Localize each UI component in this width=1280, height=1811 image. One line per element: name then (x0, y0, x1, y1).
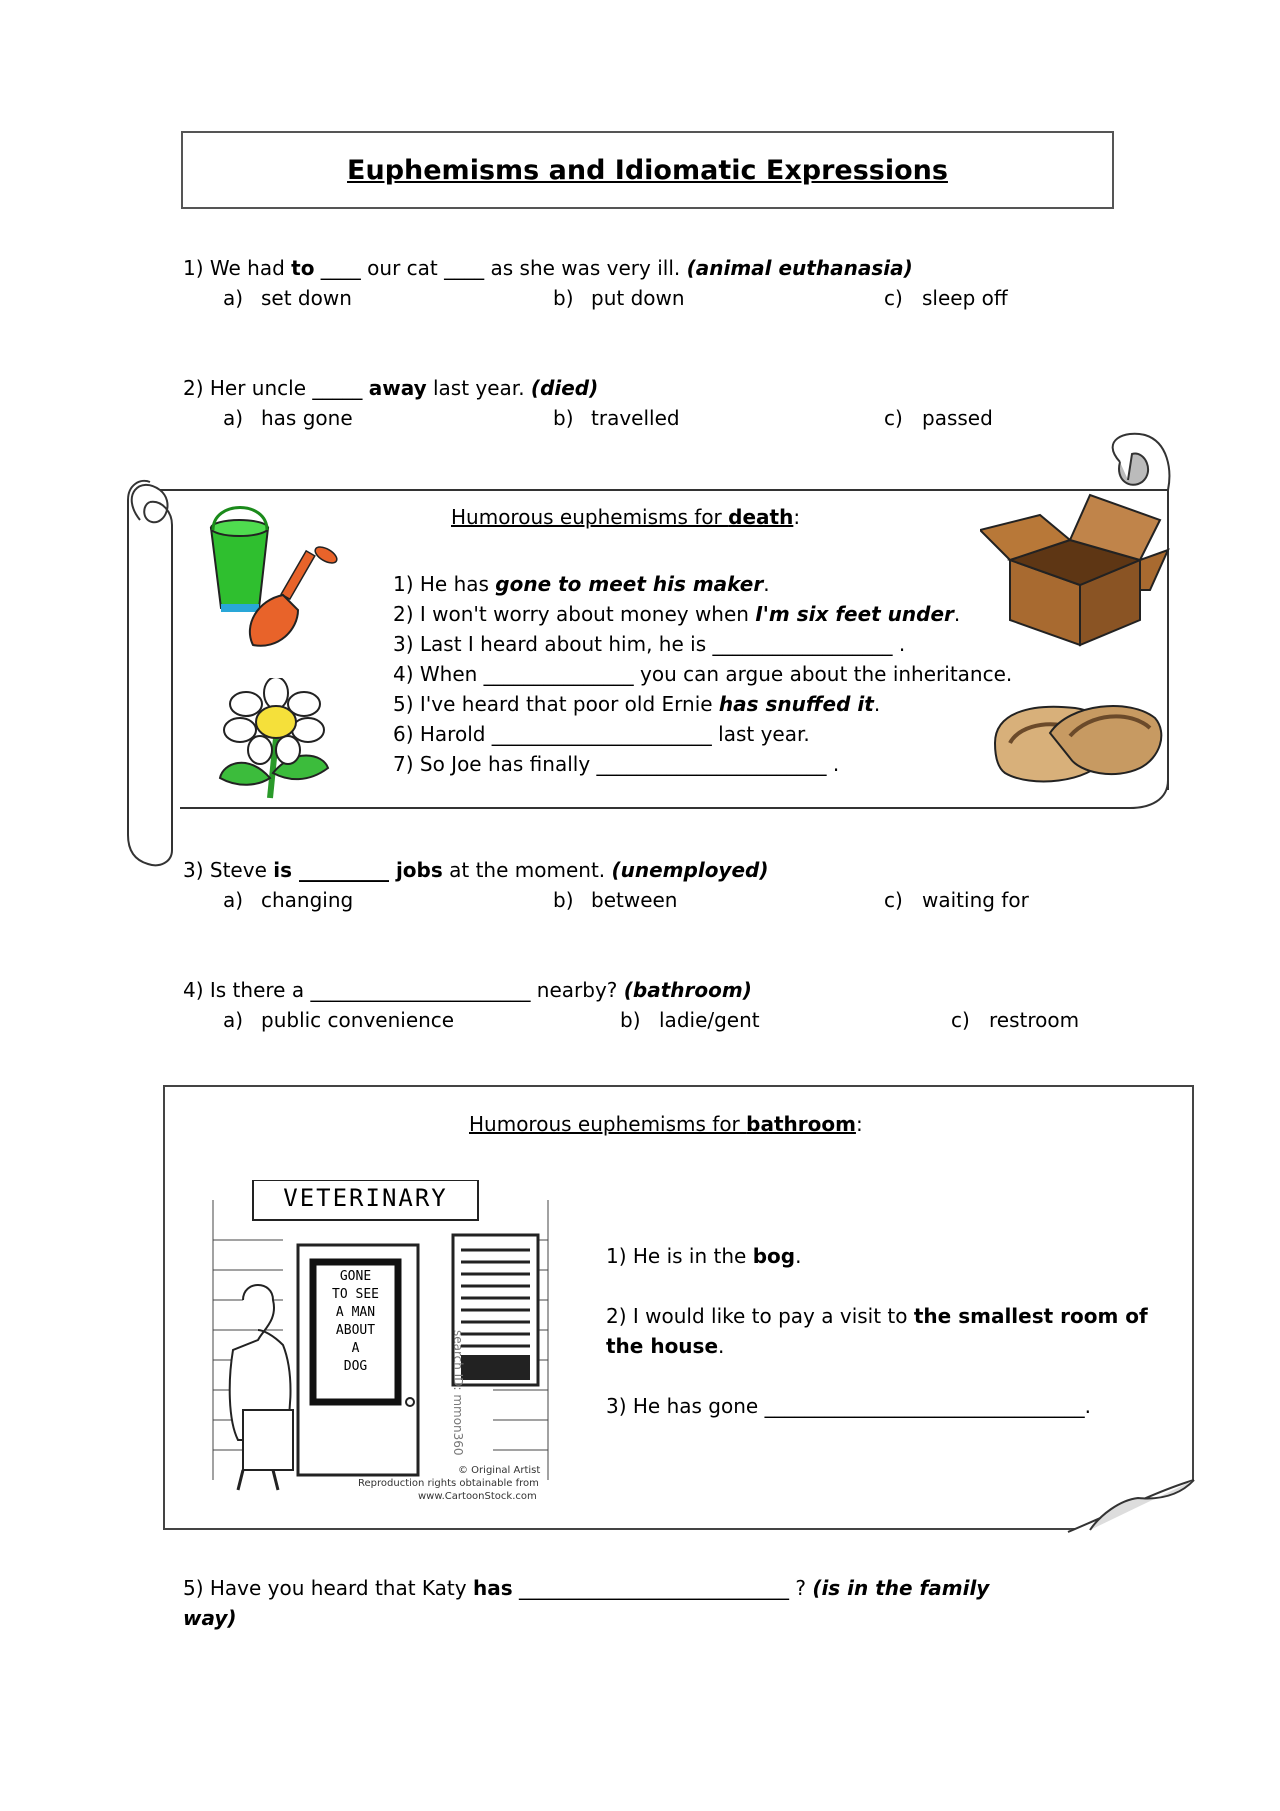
death-line-2-end: . (953, 602, 961, 626)
bathroom-line-3[interactable]: 3) He has gone ________________________________. (606, 1394, 1091, 1418)
death-line-5-end: . (873, 692, 881, 716)
death-line-1-text: 1) He has (393, 572, 496, 596)
veterinary-cartoon (203, 1180, 558, 1508)
q3-hint: (unemployed) (611, 858, 769, 882)
q4-hint: (bathroom) (623, 978, 752, 1002)
title-box (181, 131, 1114, 209)
bathroom-line-1 (606, 1244, 801, 1268)
death-line-1 (393, 572, 770, 596)
bathroom-line-1-bold: bog (752, 1244, 796, 1268)
cartoon-sign: VETERINARY (283, 1184, 448, 1212)
q3-blank[interactable]: _________ (292, 858, 396, 882)
clogs-image (990, 688, 1165, 798)
q2-option-c-letter: c) (884, 406, 903, 430)
cartoon-door-line: A MAN (335, 1305, 376, 1320)
q3-text: 3) Steve (183, 858, 274, 882)
question-3 (183, 858, 769, 882)
question-5-cont (183, 1606, 237, 1630)
q3-option-b[interactable]: between (591, 888, 678, 912)
question-5 (183, 1576, 989, 1600)
bathroom-line-2-bold-cont: the house (606, 1334, 719, 1358)
question-4 (183, 978, 752, 1002)
death-heading (451, 505, 800, 529)
question-1 (183, 256, 913, 280)
q1-text-mid: our cat (367, 256, 445, 280)
death-line-1-end: . (763, 572, 770, 596)
death-heading-colon: : (793, 505, 801, 529)
bathroom-line-2-text: 2) I would like to pay a visit to (606, 1304, 914, 1328)
q2-option-c[interactable]: passed (922, 406, 993, 430)
q1-option-b-letter: b) (553, 286, 574, 310)
death-line-1-bold: gone to meet his maker (495, 572, 764, 596)
death-line-2 (393, 602, 960, 626)
q3-option-b-letter: b) (553, 888, 574, 912)
q2-option-a[interactable]: has gone (261, 406, 353, 430)
cartoon-rights: Reproduction rights obtainable from (358, 1478, 539, 1489)
q1-option-a-letter: a) (223, 286, 244, 310)
q1-option-c-letter: c) (884, 286, 903, 310)
q1-hint: (animal euthanasia) (686, 256, 913, 280)
q1-bold: to (291, 256, 315, 280)
q1-option-a[interactable]: set down (261, 286, 352, 310)
death-line-5 (393, 692, 880, 716)
q1-option-b[interactable]: put down (591, 286, 685, 310)
cartoon-copyright: © Original Artist (458, 1465, 541, 1476)
q4-option-a[interactable]: public convenience (261, 1008, 455, 1032)
q3-option-c[interactable]: waiting for (922, 888, 1029, 912)
q3-bold-is: is (273, 858, 292, 882)
bathroom-heading (469, 1112, 863, 1136)
death-line-2-bold: I'm six feet under (755, 602, 954, 626)
cartoon-door-line: A (351, 1341, 360, 1356)
page-curl-icon (1060, 1440, 1196, 1534)
death-line-7[interactable]: 7) So Joe has finally _______________________ . (393, 752, 840, 776)
death-line-6[interactable]: 6) Harold ______________________ last year. (393, 722, 810, 746)
q1-text-post: as she was very ill. (490, 256, 687, 280)
question-2 (183, 376, 598, 400)
q5-hint-cont: way) (183, 1606, 237, 1630)
bathroom-heading-colon: : (855, 1112, 863, 1136)
q5-text: 5) Have you heard that Katy (183, 1576, 473, 1600)
cartoon-door-line: GONE (339, 1269, 372, 1284)
q2-blank[interactable]: _____ (312, 376, 369, 400)
bathroom-heading-text: Humorous euphemisms for (469, 1112, 747, 1136)
q1-option-c[interactable]: sleep off (922, 286, 1008, 310)
q2-option-a-letter: a) (223, 406, 244, 430)
q4-option-c-letter: c) (951, 1008, 970, 1032)
q1-blank-1[interactable]: ____ (314, 256, 368, 280)
q3-option-a[interactable]: changing (261, 888, 354, 912)
bathroom-line-1-end: . (795, 1244, 802, 1268)
death-line-2-text: 2) I won't worry about money when (393, 602, 756, 626)
q2-text-post: last year. (426, 376, 531, 400)
q1-blank-2[interactable]: ____ (444, 256, 491, 280)
q4-option-c[interactable]: restroom (989, 1008, 1080, 1032)
death-line-5-text: 5) I've heard that poor old Ernie (393, 692, 719, 716)
death-line-5-bold: has snuffed it (718, 692, 874, 716)
death-line-4[interactable]: 4) When _______________ you can argue about the inheritance. (393, 662, 1013, 686)
bathroom-line-2 (606, 1304, 1148, 1328)
q2-bold: away (368, 376, 427, 400)
q5-blank[interactable]: ___________________________ ? (512, 1576, 813, 1600)
q4-option-b-letter: b) (620, 1008, 641, 1032)
q5-bold: has (472, 1576, 513, 1600)
cartoon-door-line: ABOUT (335, 1323, 376, 1338)
cartoon-source: www.CartoonStock.com (418, 1491, 537, 1502)
q3-option-a-letter: a) (223, 888, 244, 912)
q4-text[interactable]: 4) Is there a ______________________ nearby? (183, 978, 624, 1002)
cartoon-door-note (313, 1268, 398, 1376)
q4-option-a-letter: a) (223, 1008, 244, 1032)
q2-option-b-letter: b) (553, 406, 574, 430)
q3-text-post: at the moment. (442, 858, 612, 882)
cartoon-door-line: DOG (343, 1359, 368, 1374)
q2-text: 2) Her uncle (183, 376, 313, 400)
bathroom-line-2-cont (606, 1334, 724, 1358)
q5-hint: (is in the family (812, 1576, 990, 1600)
q3-bold: jobs (395, 858, 443, 882)
q2-hint: (died) (530, 376, 599, 400)
death-heading-text: Humorous euphemisms for (451, 505, 729, 529)
page-title: Euphemisms and Idiomatic Expressions (347, 154, 948, 186)
bathroom-line-2-end: . (718, 1334, 725, 1358)
bucket-spade-image (203, 500, 358, 655)
cartoon-door-line: TO SEE (332, 1287, 379, 1302)
death-line-3[interactable]: 3) Last I heard about him, he is __________________ . (393, 632, 906, 656)
box-image (980, 490, 1170, 650)
death-heading-bold: death (728, 505, 794, 529)
q1-text: 1) We had (183, 256, 292, 280)
bathroom-line-2-bold: the smallest room of (913, 1304, 1148, 1328)
q2-option-b[interactable]: travelled (591, 406, 680, 430)
flower-image (218, 678, 338, 800)
q4-option-b[interactable]: ladie/gent (659, 1008, 760, 1032)
cartoon-search-id: search ID: mmon360 (451, 1330, 465, 1456)
bathroom-line-1-text: 1) He is in the (606, 1244, 753, 1268)
bathroom-heading-bold: bathroom (746, 1112, 856, 1136)
q3-option-c-letter: c) (884, 888, 903, 912)
